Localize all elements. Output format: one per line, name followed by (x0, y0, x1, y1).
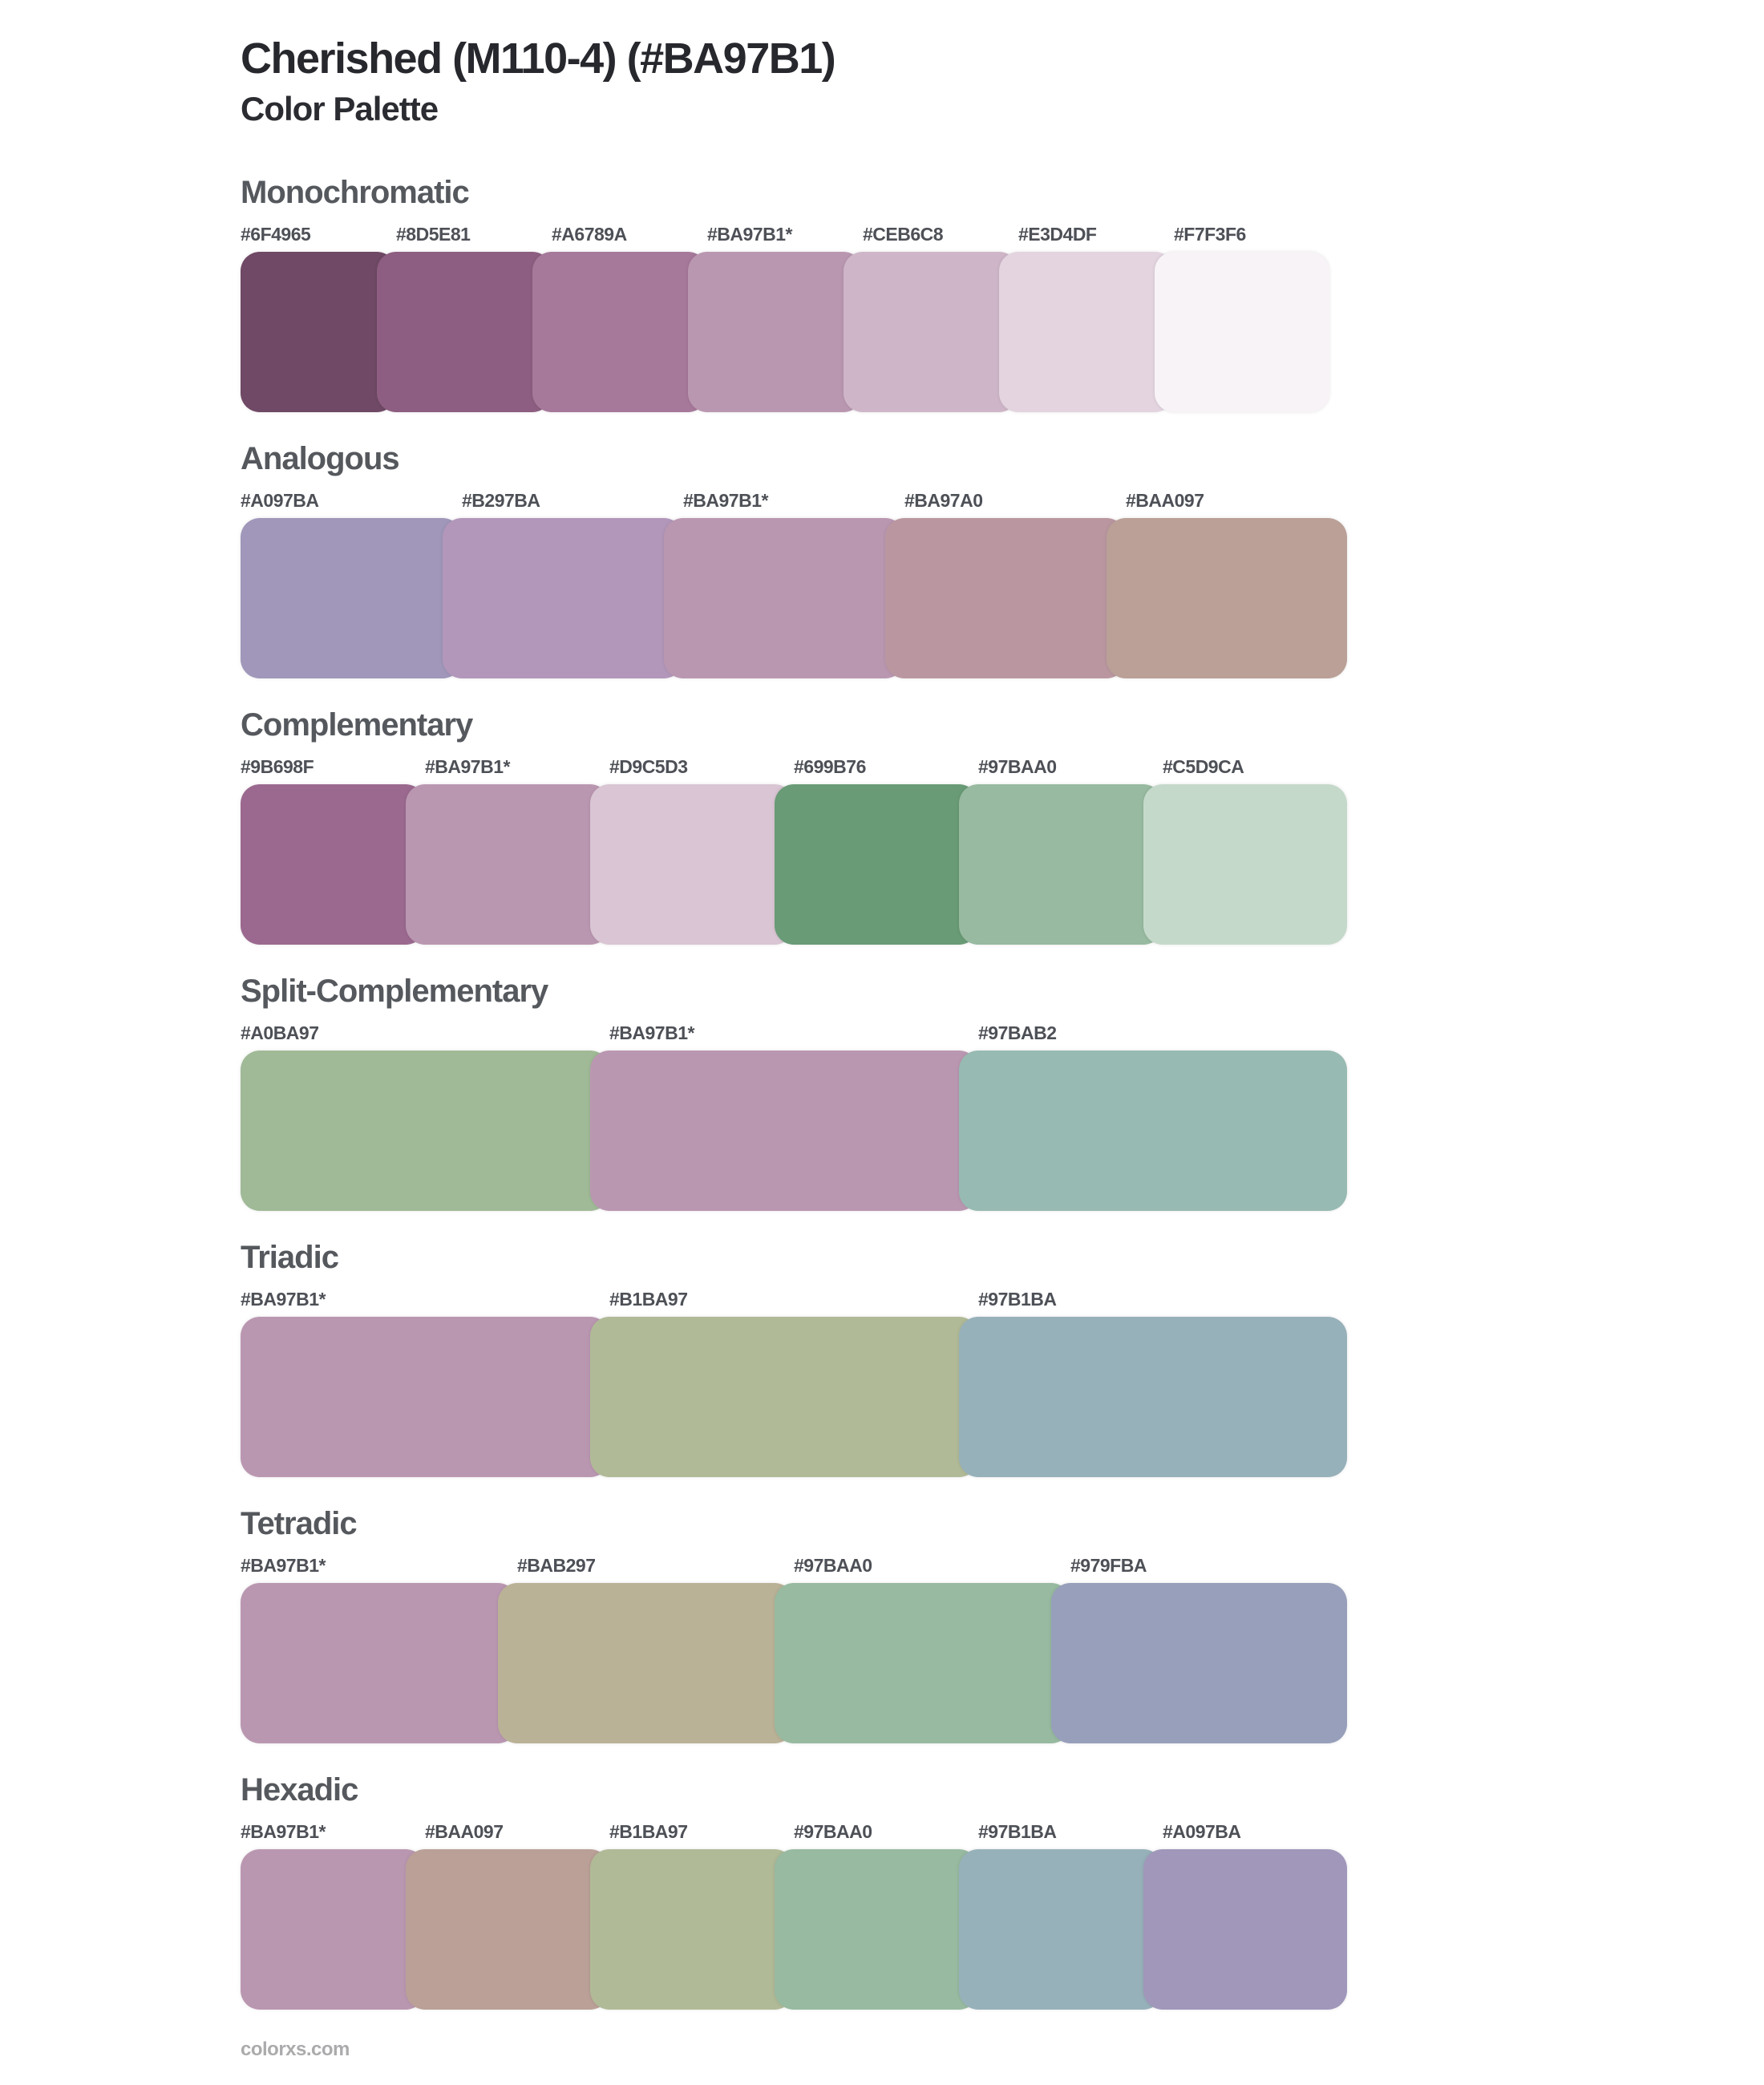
hex-label: #97B1BA (978, 1821, 1057, 1843)
swatch-cell (978, 1051, 1347, 1211)
hex-label: #97B1BA (978, 1289, 1057, 1310)
swatch-row (241, 252, 1329, 412)
color-swatch-a097ba[interactable] (1143, 1849, 1347, 2010)
swatch-cell (707, 252, 863, 412)
page-title: Cherished (M110-4) (#BA97B1) (241, 34, 835, 83)
palette-section-tetradic (241, 1506, 1347, 1743)
swatch-cell (241, 1317, 609, 1477)
color-swatch-9b698f[interactable] (241, 784, 425, 945)
color-swatch-97b1ba[interactable] (959, 1317, 1347, 1477)
color-swatch-97baa0[interactable] (775, 1583, 1070, 1743)
hex-label: #BA97B1* (241, 1555, 326, 1577)
hex-label: #BA97B1* (241, 1289, 326, 1310)
hex-label: #BA97B1* (609, 1022, 694, 1044)
hex-label: #D9C5D3 (609, 756, 688, 778)
swatch-cell (425, 1849, 609, 2010)
swatch-cell (1163, 784, 1347, 945)
color-swatch-ba97b1[interactable] (688, 252, 863, 412)
swatch-cell (609, 784, 794, 945)
hex-label: #B297BA (462, 490, 540, 512)
color-swatch-ba97b1[interactable] (590, 1051, 978, 1211)
swatch-row (241, 784, 1347, 945)
swatch-cell (1163, 1849, 1347, 2010)
color-swatch-a0ba97[interactable] (241, 1051, 609, 1211)
hex-label: #9B698F (241, 756, 314, 778)
color-swatch-baa097[interactable] (406, 1849, 609, 2010)
hex-label: #BA97B1* (707, 224, 792, 245)
swatch-cell (1018, 252, 1174, 412)
section-title-triadic: Triadic (241, 1240, 338, 1276)
hex-label: #8D5E81 (396, 224, 471, 245)
color-swatch-699b76[interactable] (775, 784, 978, 945)
palette-section-hexadic (241, 1772, 1347, 2010)
swatch-cell (552, 252, 707, 412)
hex-label: #97BAA0 (794, 1555, 872, 1577)
color-swatch-979fba[interactable] (1051, 1583, 1347, 1743)
color-swatch-ba97b1[interactable] (241, 1849, 425, 2010)
color-swatch-b1ba97[interactable] (590, 1849, 794, 2010)
hex-label: #6F4965 (241, 224, 311, 245)
color-swatch-6f4965[interactable] (241, 252, 396, 412)
hex-labels-row (241, 1022, 1347, 1044)
hex-labels-row (241, 1554, 1347, 1577)
hex-label: #699B76 (794, 756, 866, 778)
color-swatch-a097ba[interactable] (241, 518, 462, 678)
color-swatch-ceb6c8[interactable] (844, 252, 1018, 412)
palette-section-triadic (241, 1240, 1347, 1477)
hex-label: #979FBA (1070, 1555, 1147, 1577)
color-swatch-ba97b1[interactable] (241, 1317, 609, 1477)
hex-label: #BA97A0 (904, 490, 983, 512)
swatch-cell (904, 518, 1126, 678)
swatch-row (241, 1051, 1347, 1211)
swatch-row (241, 1317, 1347, 1477)
swatch-cell (794, 1583, 1070, 1743)
color-swatch-bab297[interactable] (498, 1583, 794, 1743)
swatch-cell (978, 1317, 1347, 1477)
color-swatch-ba97b1[interactable] (406, 784, 609, 945)
swatch-cell (241, 1051, 609, 1211)
section-title-analogous: Analogous (241, 441, 399, 477)
palette-section-analogous (241, 441, 1347, 678)
color-swatch-97bab2[interactable] (959, 1051, 1347, 1211)
swatch-cell (609, 1849, 794, 2010)
color-swatch-8d5e81[interactable] (377, 252, 552, 412)
hex-labels-row (241, 755, 1347, 778)
section-title-complementary: Complementary (241, 707, 473, 743)
hex-label: #BAA097 (425, 1821, 504, 1843)
hex-label: #E3D4DF (1018, 224, 1097, 245)
color-swatch-97baa0[interactable] (775, 1849, 978, 2010)
swatch-cell (978, 784, 1163, 945)
hex-label: #B1BA97 (609, 1821, 688, 1843)
color-swatch-f7f3f6[interactable] (1155, 252, 1329, 412)
hex-label: #BA97B1* (683, 490, 768, 512)
swatch-cell (683, 518, 904, 678)
color-swatch-e3d4df[interactable] (999, 252, 1174, 412)
page-subtitle: Color Palette (241, 90, 439, 128)
swatch-cell (241, 784, 425, 945)
hex-label: #A097BA (1163, 1821, 1241, 1843)
footer-site-link[interactable]: colorxs.com (241, 2038, 350, 2061)
hex-label: #BA97B1* (241, 1821, 326, 1843)
color-swatch-c5d9ca[interactable] (1143, 784, 1347, 945)
hex-labels-row (241, 489, 1347, 512)
swatch-cell (241, 1849, 425, 2010)
color-swatch-ba97b1[interactable] (664, 518, 904, 678)
swatch-cell (609, 1051, 978, 1211)
swatch-cell (517, 1583, 794, 1743)
hex-label: #C5D9CA (1163, 756, 1244, 778)
swatch-cell (609, 1317, 978, 1477)
hex-label: #A097BA (241, 490, 319, 512)
color-swatch-97baa0[interactable] (959, 784, 1163, 945)
hex-label: #97BAA0 (794, 1821, 872, 1843)
hex-label: #A6789A (552, 224, 627, 245)
swatch-cell (978, 1849, 1163, 2010)
hex-label: #BAB297 (517, 1555, 596, 1577)
hex-label: #CEB6C8 (863, 224, 944, 245)
swatch-cell (1126, 518, 1347, 678)
hex-label: #97BAB2 (978, 1022, 1057, 1044)
section-title-split-complementary: Split-Complementary (241, 974, 548, 1010)
swatch-row (241, 518, 1347, 678)
hex-label: #BA97B1* (425, 756, 510, 778)
palette-sections-container (241, 175, 1347, 2010)
hex-labels-row (241, 1288, 1347, 1310)
color-swatch-ba97b1[interactable] (241, 1583, 517, 1743)
section-title-tetradic: Tetradic (241, 1506, 357, 1542)
swatch-cell (863, 252, 1018, 412)
swatch-cell (794, 784, 978, 945)
swatch-cell (1070, 1583, 1347, 1743)
hex-labels-row (241, 1820, 1347, 1843)
color-swatch-baa097[interactable] (1107, 518, 1347, 678)
hex-label: #BAA097 (1126, 490, 1204, 512)
footer (241, 2038, 1347, 2061)
swatch-cell (241, 252, 396, 412)
palette-section-monochromatic (241, 175, 1347, 412)
hex-label: #F7F3F6 (1174, 224, 1246, 245)
swatch-row (241, 1849, 1347, 2010)
color-swatch-b297ba[interactable] (443, 518, 683, 678)
hex-label: #97BAA0 (978, 756, 1057, 778)
color-swatch-ba97a0[interactable] (885, 518, 1126, 678)
swatch-cell (462, 518, 683, 678)
swatch-cell (425, 784, 609, 945)
swatch-cell (241, 518, 462, 678)
swatch-cell (1174, 252, 1329, 412)
section-title-monochromatic: Monochromatic (241, 175, 469, 211)
section-title-hexadic: Hexadic (241, 1772, 358, 1808)
palette-section-split-complementary (241, 974, 1347, 1211)
swatch-cell (241, 1583, 517, 1743)
color-swatch-a6789a[interactable] (532, 252, 707, 412)
swatch-cell (396, 252, 552, 412)
color-swatch-97b1ba[interactable] (959, 1849, 1163, 2010)
hex-label: #A0BA97 (241, 1022, 319, 1044)
color-swatch-b1ba97[interactable] (590, 1317, 978, 1477)
swatch-row (241, 1583, 1347, 1743)
swatch-cell (794, 1849, 978, 2010)
palette-section-complementary (241, 707, 1347, 945)
color-swatch-d9c5d3[interactable] (590, 784, 794, 945)
hex-label: #B1BA97 (609, 1289, 688, 1310)
hex-labels-row (241, 223, 1329, 245)
